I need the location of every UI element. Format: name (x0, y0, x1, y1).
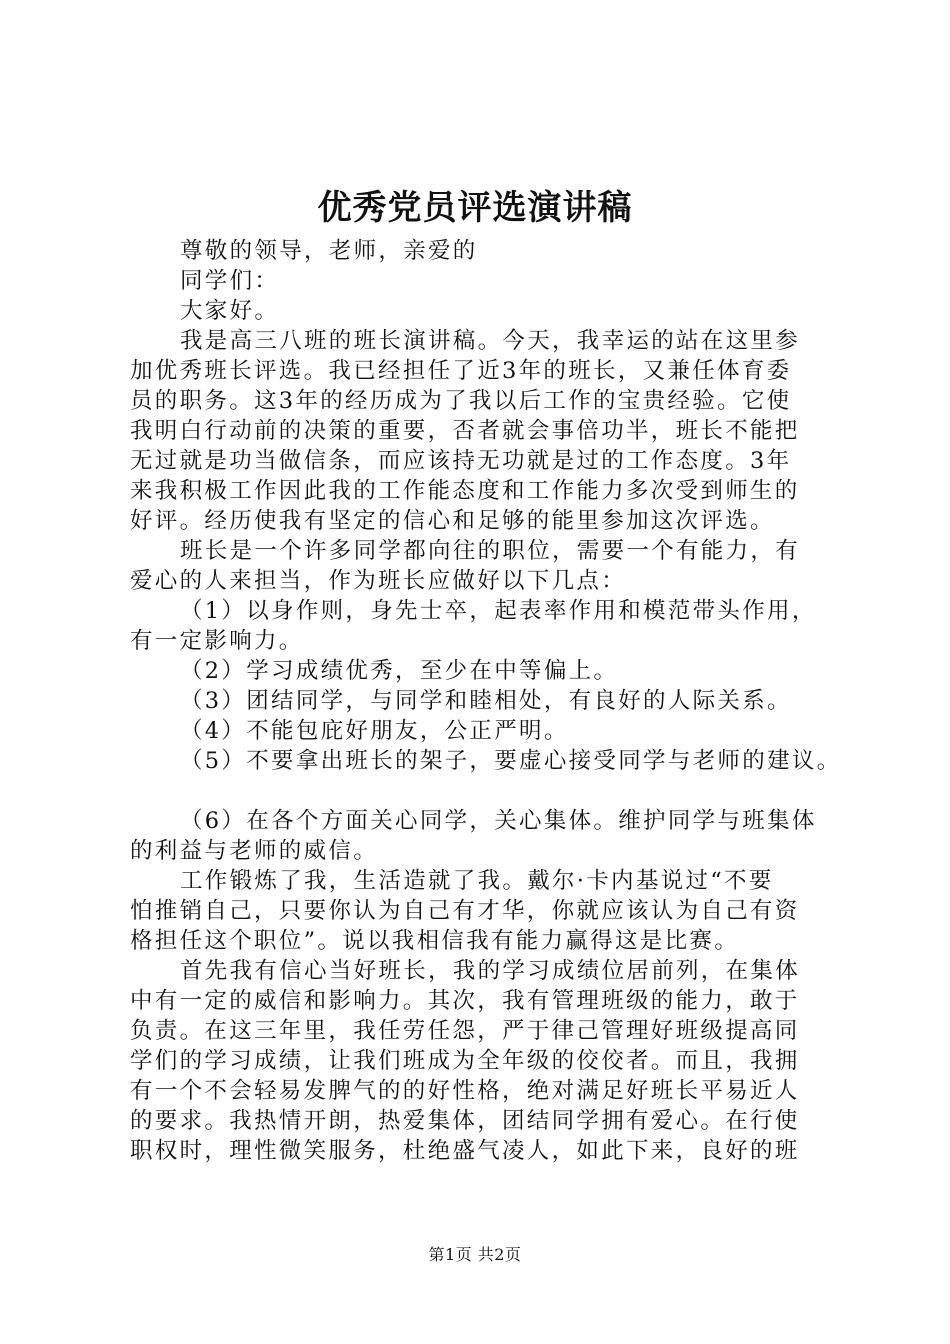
blank-line (130, 776, 850, 806)
paragraph-line: 怕推销自己，只要你认为自己有才华，你就应该认为自己有资 (130, 898, 800, 924)
paragraph-line: 爱心的人来担当，作为班长应做好以下几点： (130, 568, 627, 594)
list-item-line: （2）学习成绩优秀，至少在中等偏上。 (180, 658, 619, 684)
list-item-line: 有一定影响力。 (130, 628, 304, 654)
paragraph-line: 加优秀班长评选。我已经担任了近3年的班长，又兼任体育委 (130, 358, 792, 384)
paragraph-line: 班长是一个许多同学都向往的职位，需要一个有能力，有 (180, 538, 801, 564)
paragraph-line: 中有一定的威信和影响力。其次，我有管理班级的能力，敢于 (130, 988, 800, 1014)
list-item-line: 的利益与老师的威信。 (130, 838, 379, 864)
paragraph-line: 好评。经历使我有坚定的信心和足够的能里参加这次评选。 (130, 508, 775, 534)
paragraph-line: 我明白行动前的决策的重要，否者就会事倍功半，班长不能把 (130, 418, 800, 444)
paragraph-line: 负责。在这三年里，我任劳任怨，严于律己管理好班级提高同 (130, 1018, 800, 1044)
paragraph-line: 格担任这个职位”。说以我相信我有能力赢得这是比赛。 (130, 928, 740, 954)
paragraph-line: 来我积极工作因此我的工作能态度和工作能力多次受到师生的 (130, 478, 800, 504)
paragraph-line: 员的职务。这3年的经历成为了我以后工作的宝贵经验。它使 (130, 388, 792, 414)
paragraph-line: 职权时，理性微笑服务，杜绝盛气凌人，如此下来，良好的班 (130, 1138, 800, 1164)
list-item-line: （5）不要拿出班长的架子，要虚心接受同学与老师的建议。 (180, 748, 842, 774)
salutation-line: 尊敬的领导，老师，亲爱的 (180, 238, 478, 264)
list-item-line: （6）在各个方面关心同学，关心集体。维护同学与班集体 (180, 808, 817, 834)
paragraph-line: 无过就是功当做信条，而应该持无功就是过的工作态度。3年 (130, 448, 792, 474)
paragraph-line: 我是高三八班的班长演讲稿。今天，我幸运的站在这里参 (180, 328, 801, 354)
salutation-line: 同学们： (180, 268, 280, 294)
paragraph-line: 学们的学习成绩，让我们班成为全年级的佼佼者。而且，我拥 (130, 1048, 800, 1074)
paragraph-line: 首先我有信心当好班长，我的学习成绩位居前列，在集体 (180, 958, 801, 984)
list-item-line: （3）团结同学，与同学和睦相处，有良好的人际关系。 (180, 688, 792, 714)
greeting-line: 大家好。 (180, 298, 280, 324)
list-item-line: （4）不能包庇好朋友，公正严明。 (180, 718, 569, 744)
document-title: 优秀党员评选演讲稿 (317, 188, 633, 228)
paragraph-line: 有一个不会轻易发脾气的的好性格，绝对满足好班长平易近人 (130, 1078, 800, 1104)
paragraph-line: 的要求。我热情开朗，热爱集体，团结同学拥有爱心。在行使 (130, 1108, 800, 1134)
page-footer: 第1页 共2页 (428, 1245, 522, 1264)
paragraph-line: 工作锻炼了我，生活造就了我。戴尔·卡内基说过“不要 (180, 868, 774, 894)
list-item-line: （1）以身作则，身先士卒，起表率作用和模范带头作用， (180, 598, 817, 624)
document-body (130, 236, 850, 1166)
